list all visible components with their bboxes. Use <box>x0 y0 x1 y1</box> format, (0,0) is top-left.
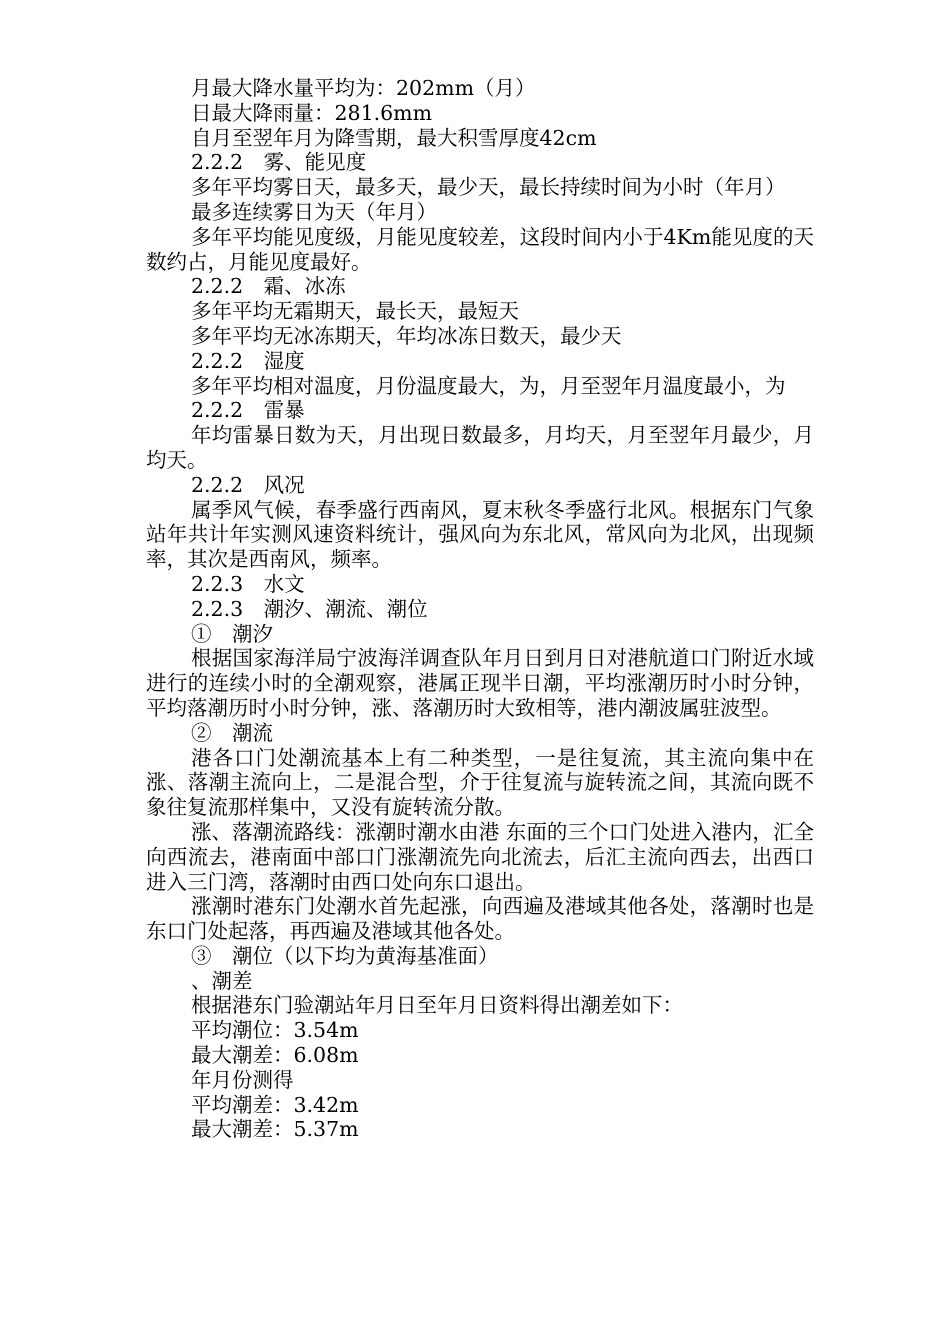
section-heading: 2.2.2 雾、能见度 <box>191 150 367 175</box>
paragraph: 年均雷暴日数为天，月出现日数最多，月均天，月至翌年月最少，月均天。 <box>146 423 814 472</box>
paragraph: 涨潮时港东门处潮水首先起涨，向西遍及港域其他各处，落潮时也是东口门处起落，再西遍及港域其他各处。 <box>146 894 814 944</box>
paragraph: 根据港东门验潮站年月日至年月日资料得出潮差如下： <box>191 993 683 1018</box>
document-body <box>146 76 814 1142</box>
section-heading: 2.2.2 霜、冰冻 <box>191 274 346 299</box>
paragraph: 根据国家海洋局宁波海洋调查队年月日到月日对港航道口门附近水域进行的连续小时的全潮观察，港属正现半日潮，平均涨潮历时小时分钟，平均落潮历时小时分钟，涨、落潮历时大致相等，港内潮波属驻波型。 <box>146 646 814 720</box>
paragraph: 最多连续雾日为天（年月） <box>191 199 437 224</box>
paragraph: 年月份测得 <box>191 1067 294 1092</box>
paragraph: 最大潮差：5.37m <box>191 1117 359 1142</box>
paragraph: 平均潮位：3.54m <box>191 1018 359 1043</box>
section-heading: 2.2.2 风况 <box>191 472 305 497</box>
subsection-heading: ① 潮汐 <box>191 621 273 646</box>
paragraph: 多年平均雾日天，最多天，最少天，最长持续时间为小时（年月） <box>191 175 786 200</box>
paragraph: 多年平均相对温度，月份温度最大，为，月至翌年月温度最小，为 <box>191 373 786 398</box>
section-heading: 2.2.3 水文 <box>191 571 305 596</box>
paragraph: 多年平均无冰冻期天，年均冰冻日数天，最少天 <box>191 323 622 348</box>
section-heading: 2.2.3 潮汐、潮流、潮位 <box>191 596 428 621</box>
paragraph: 、潮差 <box>191 968 253 993</box>
paragraph: 属季风气候，春季盛行西南风，夏末秋冬季盛行北风。根据东门气象站年共计年实测风速资料统计，强风向为东北风，常风向为北风，出现频率，其次是西南风，频率。 <box>146 497 814 572</box>
paragraph: 多年平均无霜期天，最长天，最短天 <box>191 299 519 324</box>
paragraph: 涨、落潮流路线：涨潮时潮水由港 东面的三个口门处进入港内，汇全向西流去，港南面中部口门涨潮流先向北流去，后汇主流向西去，出西口进入三门湾，落潮时由西口处向东口退出。 <box>146 819 814 894</box>
subsection-heading: ② 潮流 <box>191 720 273 745</box>
paragraph: 日最大降雨量：281.6mm <box>191 100 433 125</box>
paragraph: 自月至翌年月为降雪期，最大积雪厚度42cm <box>191 125 597 150</box>
subsection-heading: ③ 潮位（以下均为黄海基准面） <box>191 943 499 968</box>
section-heading: 2.2.2 湿度 <box>191 348 305 373</box>
paragraph: 港各口门处潮流基本上有二种类型，一是往复流，其主流向集中在涨、落潮主流向上，二是混合型，介于往复流与旋转流之间，其流向既不象往复流那样集中，又没有旋转流分散。 <box>146 745 814 820</box>
paragraph: 多年平均能见度级，月能见度较差，这段时间内小于4Km能见度的天数约占，月能见度最好。 <box>146 224 814 274</box>
section-heading: 2.2.2 雷暴 <box>191 398 305 423</box>
paragraph: 最大潮差：6.08m <box>191 1043 359 1068</box>
paragraph: 月最大降水量平均为：202mm（月） <box>191 76 536 100</box>
paragraph: 平均潮差：3.42m <box>191 1092 359 1117</box>
